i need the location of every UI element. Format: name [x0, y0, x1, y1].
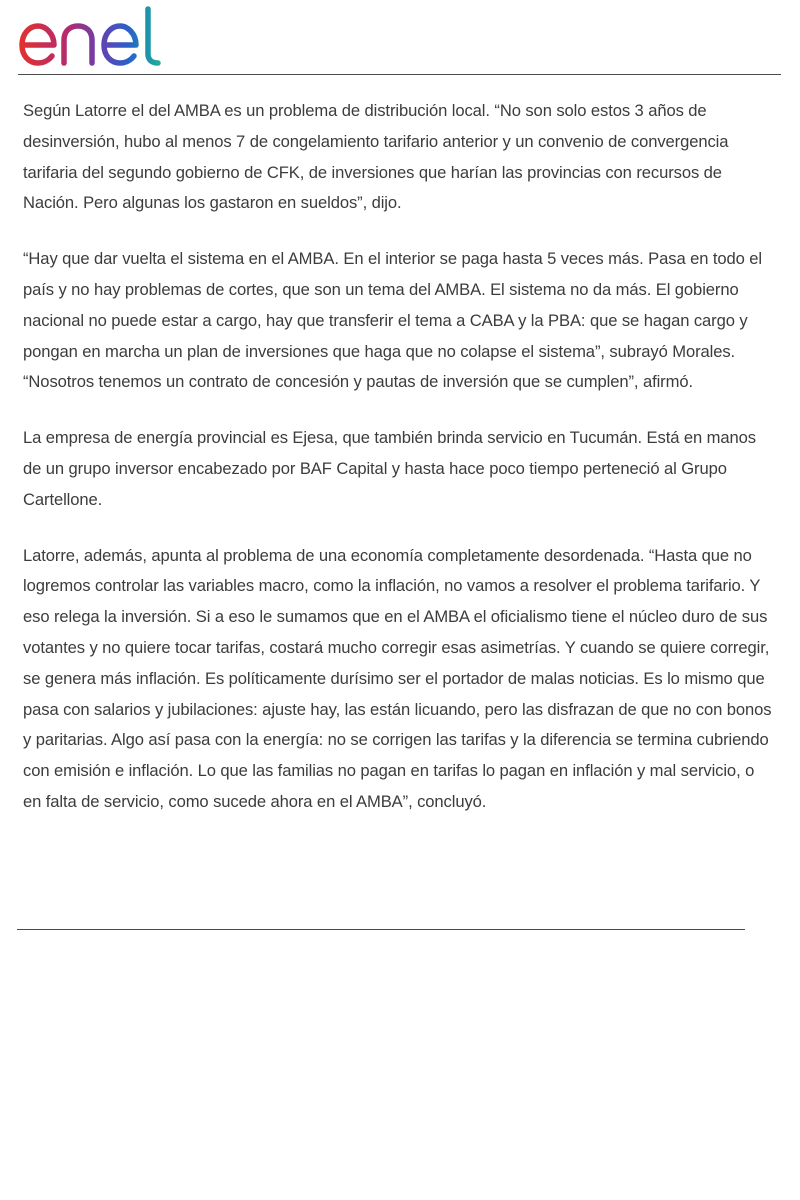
- footer-divider: [17, 929, 745, 930]
- article-paragraph: Según Latorre el del AMBA es un problema de distribución local. “No son solo estos 3 años de desinversión, hubo al menos 7 de congelamiento tarifario anterior y un convenio de convergencia tarifaria del segundo gobierno de CFK, de inversiones que harían las provincias con recursos de Nación. Pero algunas los gastaron en sueldos”, dijo.: [23, 101, 729, 213]
- article-paragraph: “Hay que dar vuelta el sistema en el AMBA. En el interior se paga hasta 5 veces más. Pasa en todo el país y no hay problemas de cortes, que son un tema del AMBA. El sistema no da más. El gobierno nacional no puede estar a cargo, hay que transferir el tema a CABA y la PBA: que se hagan cargo y pongan en marcha un plan de inversiones que haga que no colapse el sistema”, subrayó Morales. “Nosotros tenemos un contrato de concesión y pautas de inversión que se cumplen”, afirmó.: [23, 249, 762, 392]
- article-paragraph: Latorre, además, apunta al problema de una economía completamente desordenada. “Hasta que no logremos controlar las variables macro, como la inflación, no vamos a resolver el problema tarifario. Y eso relega la inversión. Si a eso le sumamos que en el AMBA el oficialismo tiene el núcleo duro de sus votantes y no quiere tocar tarifas, costará mucho corregir esas asimetrías. Y cuando se quiere corregir, se genera más inflación. Es políticamente durísimo ser el portador de malas noticias. Es lo mismo que pasa con salarios y jubilaciones: ajuste hay, las están licuando, pero las disfrazan de que no con bonos y paritarias. Algo así pasa con la energía: no se corrigen las tarifas y la diferencia se termina cubriendo con emisión e inflación. Lo que las familias no pagan en tarifas lo pagan en inflación y mal servicio, o en falta de servicio, como sucede ahora en el AMBA”, concluyó.: [23, 545, 772, 811]
- article-body: [23, 96, 775, 843]
- header-divider: [18, 74, 781, 75]
- enel-logo[interactable]: [18, 6, 180, 66]
- page-header: [18, 6, 781, 74]
- article-paragraph: La empresa de energía provincial es Ejesa, que también brinda servicio en Tucumán. Está en manos de un grupo inversor encabezado por BAF Capital y hasta hace poco tiempo perteneció al Grupo Cartellone.: [23, 428, 756, 509]
